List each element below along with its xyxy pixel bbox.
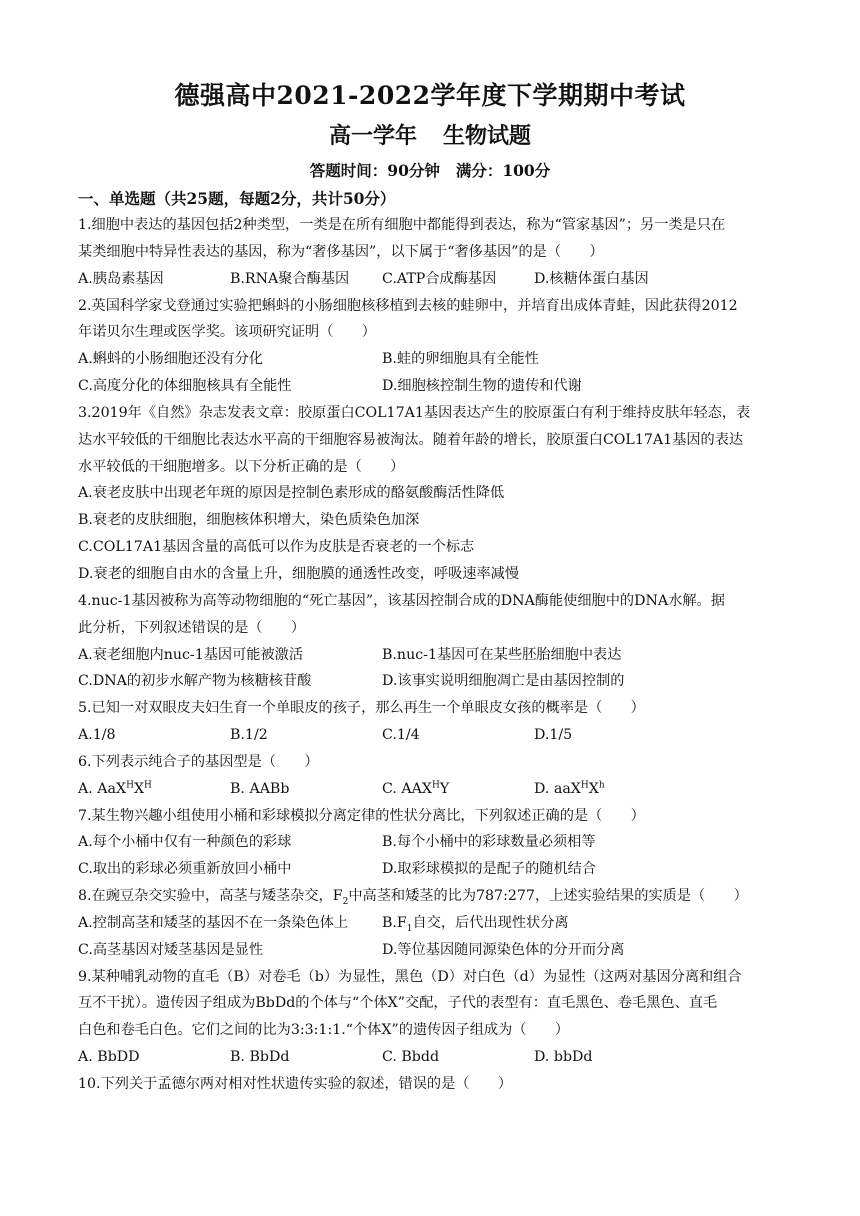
q8-options-row1 [78, 910, 790, 937]
q1-stem-line2: 某类细胞中特异性表达的基因，称为“奢侈基因”，以下属于“奢侈基因”的是（ ） [78, 243, 604, 260]
q9-options [78, 1044, 790, 1071]
q5-stem: 5.已知一对双眼皮夫妇生育一个单眼皮的孩子，那么再生一个单眼皮女孩的概率是（ ） [78, 700, 645, 717]
q4-options-row2 [78, 668, 790, 695]
q8-option-d: D.等位基因随同源染色体的分开而分离 [382, 941, 625, 958]
q5-options [78, 722, 790, 749]
q6-stem: 6.下列表示纯合子的基因型是（ ） [78, 753, 319, 770]
q2-option-b: B.蛙的卵细胞具有全能性 [382, 351, 539, 368]
q8-options-row2 [78, 937, 790, 964]
q4-option-b: B.nuc-1基因可在某些胚胎细胞中表达 [382, 646, 622, 663]
q1-options [78, 266, 790, 293]
q2-option-c: C.高度分化的体细胞核具有全能性 [78, 378, 292, 395]
q9-option-a: A. BbDD [78, 1049, 140, 1066]
q9-option-b: B. BbDd [230, 1049, 290, 1066]
exam-title: 德强高中2021-2022学年度下学期期中考试 [174, 81, 686, 110]
q9-stem-line2: 互不干扰）。遗传因子组成为BbDd的个体与“个体X”交配，子代的表型有：直毛黑色、卷毛黑色、直毛 [78, 995, 718, 1012]
q4-stem-line2: 此分析，下列叙述错误的是（ ） [78, 619, 306, 636]
q3-stem-line2: 达水平较低的干细胞比表达水平高的干细胞容易被淘汰。随着年龄的增长，胶原蛋白COL17A1基因的表达 [78, 431, 744, 448]
q10-stem: 10.下列关于孟德尔两对相对性状遗传实验的叙述，错误的是（ ） [78, 1076, 513, 1092]
q1-option-d: D.核糖体蛋白基因 [534, 270, 649, 287]
q8-stem: 8.在豌豆杂交实验中，高茎与矮茎杂交，$F_2$中高茎和矮茎的比为787:277，上述实验结果的实质是（ ） [78, 888, 748, 907]
q6-option-b: B. AABb [230, 780, 290, 797]
q1-option-a: A.胰岛素基因 [78, 270, 164, 287]
time-limit: 答题时间：90分钟 [309, 161, 440, 180]
full-score: 满分：100分 [455, 161, 551, 180]
q2-stem-line2: 年诺贝尔生理或医学奖。该项研究证明（ ） [78, 324, 376, 341]
q7-option-c: C.取出的彩球必须重新放回小桶中 [78, 861, 292, 878]
grade-label: 高一学年 [328, 123, 417, 149]
q7-options-row2 [78, 856, 790, 883]
q9-stem-line1: 9.某种哺乳动物的直毛（B）对卷毛（b）为显性，黑色（D）对白色（d）为显性（这两对基因分离和组合 [78, 968, 742, 985]
q9-option-c: C. Bbdd [382, 1049, 440, 1066]
q7-option-d: D.取彩球模拟的是配子的随机结合 [382, 861, 597, 878]
q2-stem-line1: 2.英国科学家戈登通过实验把蝌蚪的小肠细胞核移植到去核的蛙卵中，并培育出成体青蛙，因此获得2012 [78, 297, 738, 314]
q8-option-c: C.高茎基因对矮茎基因是显性 [78, 941, 264, 958]
q7-option-b: B.每个小桶中的彩球数量必须相等 [382, 834, 596, 851]
q6-option-c: C. $AAX^HY$ [382, 779, 450, 797]
q2-options-row1 [78, 346, 790, 373]
q3-option-c: C.COL17A1基因含量的高低可以作为皮肤是否衰老的一个标志 [78, 539, 475, 556]
q6-option-d: D. $aaX^HX^h$ [534, 779, 605, 797]
q3-option-d: D.衰老的细胞自由水的含量上升，细胞膜的通透性改变，呼吸速率减慢 [78, 565, 520, 582]
q1-stem-line1: 1.细胞中表达的基因包括2种类型，一类是在所有细胞中都能得到表达，称为“管家基因”；另一类是只在 [78, 217, 726, 233]
q2-option-a: A.蝌蚪的小肠细胞还没有分化 [78, 351, 264, 368]
q4-option-a: A.衰老细胞内nuc-1基因可能被激活 [78, 646, 304, 663]
q7-stem: 7.某生物兴趣小组使用小桶和彩球模拟分离定律的性状分离比，下列叙述正确的是（ ） [78, 807, 645, 824]
q2-option-d: D.细胞核控制生物的遗传和代谢 [382, 378, 582, 395]
q2-options-row2 [78, 373, 790, 400]
q3-stem-line1: 3.2019年《自然》杂志发表文章：胶原蛋白COL17A1基因表达产生的胶原蛋白有利于维持皮肤年轻态，表 [78, 404, 751, 421]
q8-option-b: $B.F_1$自交，后代出现性状分离 [382, 914, 569, 934]
q6-option-a: A. $AaX^HX^H$ [78, 779, 152, 797]
q6-options [78, 776, 790, 803]
q4-option-c: C.DNA的初步水解产物为核糖核苷酸 [78, 673, 312, 690]
q5-option-d: D.1/5 [534, 727, 573, 744]
q7-option-a: A.每个小桶中仅有一种颜色的彩球 [78, 834, 292, 851]
q1-option-b: B.RNA聚合酶基因 [230, 270, 350, 287]
q5-option-b: B.1/2 [230, 727, 268, 744]
exam-subtitle [0, 119, 860, 150]
q5-option-c: C.1/4 [382, 727, 420, 744]
q1-option-c: C.ATP合成酶基因 [382, 270, 497, 287]
section-heading: 一、单选题（共25题，每题2分，共计50分） [78, 189, 396, 208]
q4-option-d: D.该事实说明细胞凋亡是由基因控制的 [382, 673, 625, 690]
q8-option-a: A.控制高茎和矮茎的基因不在一条染色体上 [78, 914, 349, 931]
exam-meta [0, 159, 860, 181]
q4-options-row1 [78, 642, 790, 669]
q4-stem-line1: 4.nuc-1基因被称为高等动物细胞的“死亡基因”，该基因控制合成的DNA酶能使细胞中的DNA水解。据 [78, 592, 725, 609]
q3-option-a: A.衰老皮肤中出现老年斑的原因是控制色素形成的酪氨酸酶活性降低 [78, 485, 505, 502]
q7-options-row1 [78, 829, 790, 856]
subject-label: 生物试题 [443, 123, 532, 149]
q3-option-b: B.衰老的皮肤细胞，细胞核体积增大，染色质染色加深 [78, 512, 420, 529]
q5-option-a: A.1/8 [78, 727, 116, 744]
q3-stem-line3: 水平较低的干细胞增多。以下分析正确的是（ ） [78, 458, 405, 475]
question-list [78, 186, 790, 1098]
q9-option-d: D. bbDd [534, 1049, 593, 1066]
q9-stem-line3: 白色和卷毛白色。它们之间的比为3:3:1:1.“个体X”的遗传因子组成为（ ） [78, 1022, 570, 1039]
